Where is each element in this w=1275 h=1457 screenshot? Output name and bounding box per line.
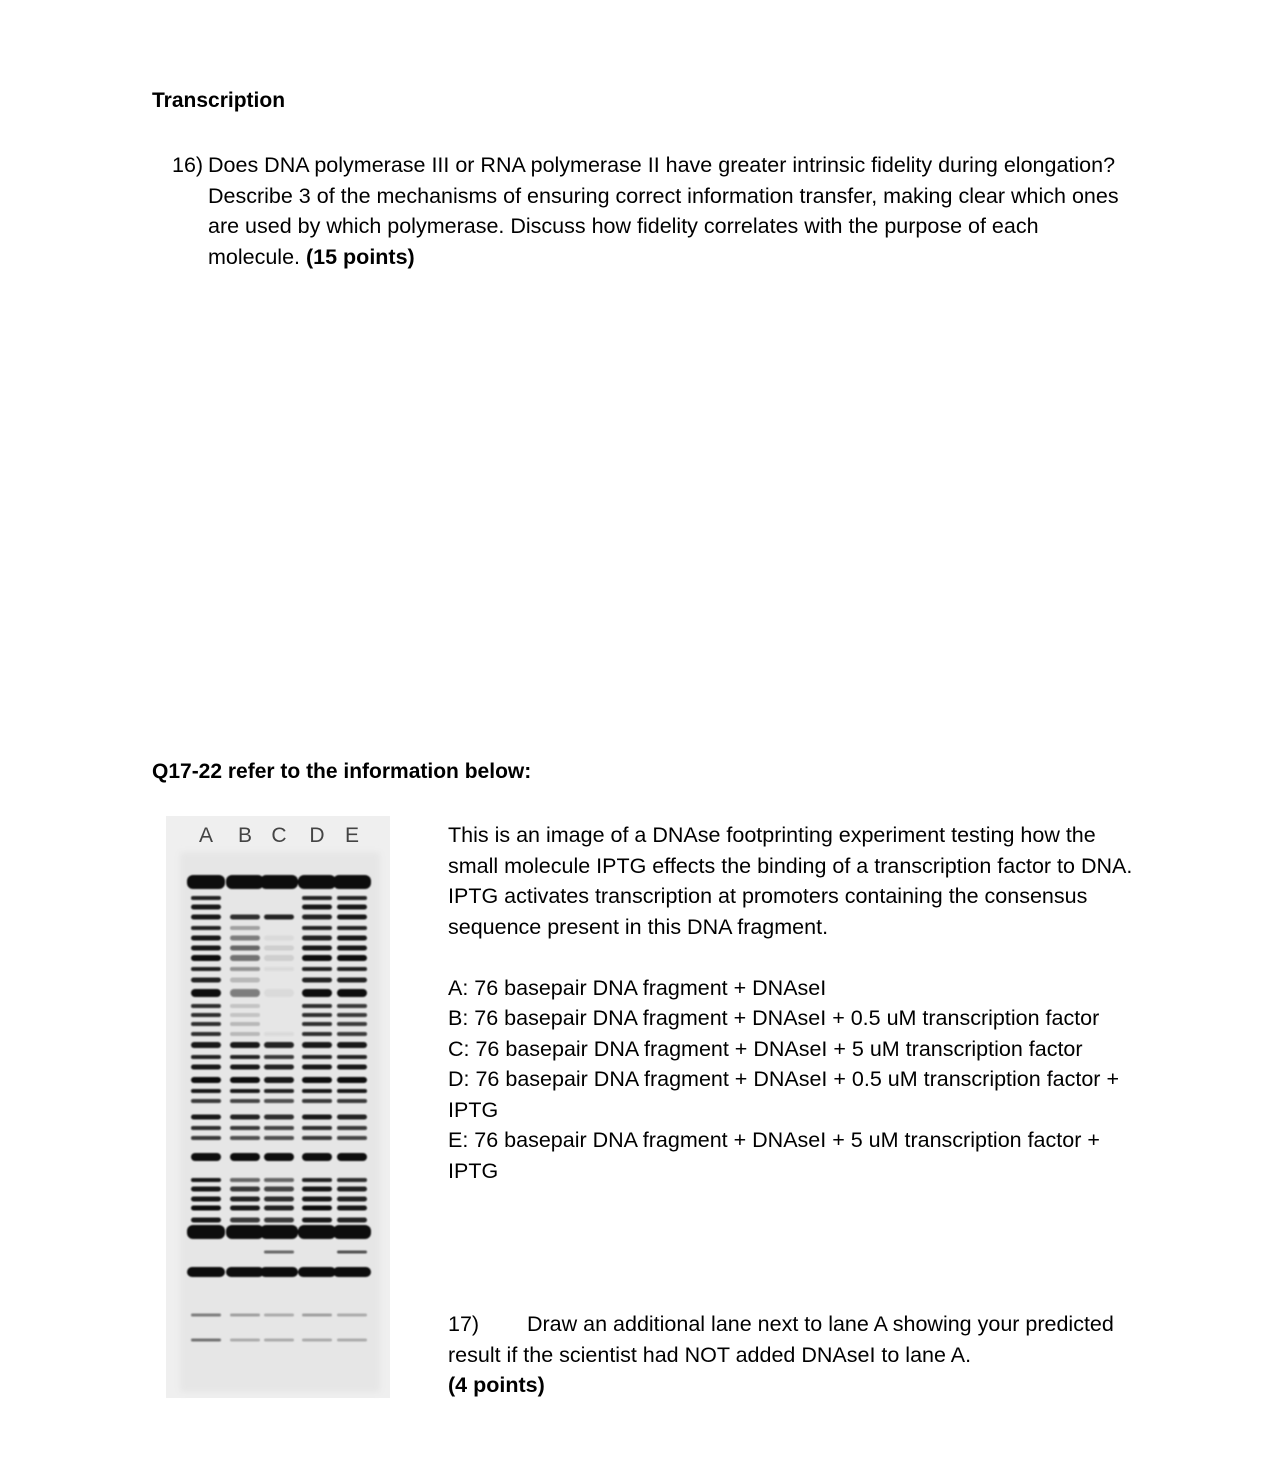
lane-description-e: E: 76 basepair DNA fragment + DNAseI + 5 uM transcription factor + IPTG xyxy=(448,1128,1100,1183)
gel-band xyxy=(264,1314,294,1317)
gel-band xyxy=(230,1013,260,1017)
gel-band xyxy=(337,989,367,997)
gel-band xyxy=(302,946,332,951)
gel-band xyxy=(191,1022,221,1026)
gel-lane-area xyxy=(180,852,380,1392)
gel-band xyxy=(337,896,367,900)
lane-description-c: C: 76 basepair DNA fragment + DNAseI + 5 uM transcription factor xyxy=(448,1036,1083,1061)
q17-22-heading: Q17-22 refer to the information below: xyxy=(152,760,532,783)
gel-band xyxy=(191,1013,221,1017)
gel-band xyxy=(337,1206,367,1211)
gel-band xyxy=(187,875,225,889)
gel-image xyxy=(160,812,396,1402)
gel-band xyxy=(230,1339,260,1342)
gel-band xyxy=(337,905,367,910)
gel-band xyxy=(230,926,260,930)
gel-band xyxy=(337,926,367,930)
gel-lane-label-a: A xyxy=(198,824,214,847)
gel-band xyxy=(230,936,260,941)
gel-band xyxy=(230,1004,260,1008)
gel-band xyxy=(230,1197,260,1202)
gel-band xyxy=(264,1178,294,1182)
gel-band xyxy=(191,1077,221,1083)
gel-band xyxy=(191,1178,221,1182)
gel-band xyxy=(191,1218,221,1223)
gel-band xyxy=(264,936,294,941)
gel-band xyxy=(260,1267,298,1277)
gel-band xyxy=(264,946,294,951)
gel-band xyxy=(302,1136,332,1140)
gel-band xyxy=(302,1042,332,1048)
gel-band xyxy=(191,955,221,961)
question-16-points: (15 points) xyxy=(306,244,415,269)
gel-band xyxy=(264,1153,294,1161)
gel-band xyxy=(187,1267,225,1277)
gel-band xyxy=(191,946,221,951)
gel-band xyxy=(302,978,332,983)
gel-band xyxy=(230,946,260,951)
question-17-number: 17) xyxy=(448,1312,480,1336)
gel-band xyxy=(337,1065,367,1070)
gel-band xyxy=(191,1042,221,1048)
gel-band xyxy=(264,989,294,997)
gel-band xyxy=(230,955,260,961)
gel-band xyxy=(302,1197,332,1202)
gel-band xyxy=(337,1099,367,1103)
gel-band xyxy=(337,1032,367,1036)
gel-band xyxy=(230,1055,260,1059)
gel-band xyxy=(337,1089,367,1093)
gel-band xyxy=(191,1004,221,1008)
gel-band xyxy=(191,1089,221,1093)
gel-band xyxy=(337,1153,367,1161)
gel-band xyxy=(264,1206,294,1211)
gel-band xyxy=(264,1251,294,1254)
gel-band xyxy=(260,875,298,889)
gel-band xyxy=(302,1153,332,1161)
gel-band xyxy=(260,1225,298,1239)
gel-band xyxy=(337,1055,367,1059)
gel-band xyxy=(302,1126,332,1130)
gel-band xyxy=(230,1206,260,1211)
gel-band xyxy=(337,1314,367,1317)
gel-band xyxy=(264,1077,294,1083)
gel-band xyxy=(302,1314,332,1317)
gel-band xyxy=(230,1126,260,1130)
gel-band xyxy=(337,978,367,983)
gel-lane-label-e: E xyxy=(344,824,360,847)
gel-band xyxy=(264,1218,294,1223)
gel-band xyxy=(337,1115,367,1120)
gel-band xyxy=(191,1314,221,1317)
gel-band xyxy=(191,1065,221,1070)
gel-band xyxy=(191,978,221,983)
gel-band xyxy=(230,1218,260,1223)
gel-band xyxy=(191,926,221,930)
gel-band xyxy=(337,955,367,961)
gel-band xyxy=(302,967,332,971)
gel-band xyxy=(191,915,221,920)
gel-band xyxy=(264,1065,294,1070)
gel-band xyxy=(191,1115,221,1120)
gel-band xyxy=(302,989,332,997)
gel-band xyxy=(302,1055,332,1059)
gel-band xyxy=(230,967,260,971)
gel-band xyxy=(302,1178,332,1182)
gel-band xyxy=(302,1218,332,1223)
gel-band xyxy=(337,1126,367,1130)
gel-band xyxy=(230,1065,260,1070)
gel-band xyxy=(333,1267,371,1277)
gel-band xyxy=(337,1022,367,1026)
gel-band xyxy=(226,1225,264,1239)
gel-lane-label-b: B xyxy=(237,824,253,847)
question-16-text: Does DNA polymerase III or RNA polymerase II have greater intrinsic fidelity during elongation? Describe 3 of the mechanisms of ensuring correct information transfer, making clear which ones are used by which polymerase. Discuss how fidelity correlates with the purpose of each molecule. xyxy=(208,153,1119,269)
gel-band xyxy=(337,1013,367,1017)
gel-band xyxy=(337,915,367,920)
gel-band xyxy=(230,1115,260,1120)
gel-band xyxy=(302,955,332,961)
lane-description-b: B: 76 basepair DNA fragment + DNAseI + 0.5 uM transcription factor xyxy=(448,1006,1100,1030)
gel-band xyxy=(302,1022,332,1026)
gel-band xyxy=(298,1225,336,1239)
question-17 xyxy=(448,1309,1148,1401)
gel-band xyxy=(264,1187,294,1192)
gel-band xyxy=(226,1267,264,1277)
gel-lane-label-c: C xyxy=(271,824,287,847)
gel-band xyxy=(337,967,367,971)
gel-band xyxy=(191,1099,221,1103)
gel-band xyxy=(264,1126,294,1130)
gel-band xyxy=(298,875,336,889)
gel-lane-label-d: D xyxy=(309,824,325,847)
gel-band xyxy=(337,1077,367,1083)
gel-band xyxy=(298,1267,336,1277)
gel-band xyxy=(337,1218,367,1223)
gel-band xyxy=(337,1197,367,1202)
gel-band xyxy=(302,1077,332,1083)
gel-band xyxy=(191,1136,221,1140)
gel-band xyxy=(337,1187,367,1192)
gel-band xyxy=(191,1055,221,1059)
gel-band xyxy=(264,915,294,920)
gel-band xyxy=(337,1042,367,1048)
gel-band xyxy=(264,1089,294,1093)
gel-band xyxy=(230,1077,260,1083)
gel-band xyxy=(264,1339,294,1342)
gel-band xyxy=(302,1004,332,1008)
gel-band xyxy=(302,1099,332,1103)
experiment-intro: This is an image of a DNAse footprinting experiment testing how the small molecule IPTG effects the binding of a transcription factor to DNA. IPTG activates transcription at promoters containing the consensus sequence present in this DNA fragment. xyxy=(448,823,1133,939)
gel-band xyxy=(337,1136,367,1140)
gel-band xyxy=(230,978,260,983)
gel-band xyxy=(302,1339,332,1342)
gel-band xyxy=(337,1004,367,1008)
gel-band xyxy=(191,1206,221,1211)
gel-band xyxy=(191,1032,221,1036)
gel-band xyxy=(191,1339,221,1342)
gel-band xyxy=(337,1178,367,1182)
gel-band xyxy=(230,989,260,997)
gel-band xyxy=(337,1251,367,1254)
gel-band xyxy=(264,1115,294,1120)
gel-band xyxy=(302,926,332,930)
question-16-number: 16) xyxy=(172,153,204,177)
gel-band xyxy=(264,1055,294,1059)
gel-band xyxy=(302,896,332,900)
gel-band xyxy=(230,1136,260,1140)
gel-band xyxy=(191,905,221,910)
gel-band xyxy=(230,915,260,920)
gel-band xyxy=(191,1126,221,1130)
gel-band xyxy=(333,1225,371,1239)
gel-band xyxy=(226,875,264,889)
gel-band xyxy=(302,905,332,910)
gel-band xyxy=(230,1187,260,1192)
gel-band xyxy=(337,936,367,941)
gel-band xyxy=(302,1115,332,1120)
gel-band xyxy=(337,946,367,951)
gel-band xyxy=(230,1099,260,1103)
gel-band xyxy=(302,1089,332,1093)
gel-band xyxy=(264,1136,294,1140)
gel-band xyxy=(302,1013,332,1017)
gel-band xyxy=(264,1032,294,1036)
gel-band xyxy=(302,1206,332,1211)
gel-band xyxy=(191,989,221,997)
gel-band xyxy=(264,1099,294,1103)
gel-band xyxy=(333,875,371,889)
gel-band xyxy=(191,1153,221,1161)
gel-band xyxy=(302,936,332,941)
question-17-points: (4 points) xyxy=(448,1373,545,1397)
experiment-info xyxy=(448,820,1148,1186)
gel-band xyxy=(187,1225,225,1239)
gel-band xyxy=(230,1089,260,1093)
lane-description-a: A: 76 basepair DNA fragment + DNAseI xyxy=(448,975,827,1000)
gel-band xyxy=(302,1065,332,1070)
gel-band xyxy=(264,1042,294,1048)
section-title: Transcription xyxy=(152,89,286,112)
gel-band xyxy=(230,1042,260,1048)
gel-band xyxy=(230,1314,260,1317)
gel-band xyxy=(302,1187,332,1192)
question-17-text: Draw an additional lane next to lane A showing your predicted result if the scientist had NOT added DNAseI to lane A. xyxy=(448,1312,1114,1367)
gel-band xyxy=(191,896,221,900)
gel-band xyxy=(264,1197,294,1202)
gel-band xyxy=(191,936,221,941)
gel-band xyxy=(337,1339,367,1342)
gel-band xyxy=(191,1197,221,1202)
gel-band xyxy=(302,915,332,920)
gel-band xyxy=(302,1032,332,1036)
gel-band xyxy=(191,1187,221,1192)
question-16 xyxy=(172,150,1132,272)
lane-description-d: D: 76 basepair DNA fragment + DNAseI + 0.5 uM transcription factor + IPTG xyxy=(448,1067,1119,1122)
gel-band xyxy=(264,955,294,961)
gel-band xyxy=(191,967,221,971)
gel-band xyxy=(230,1032,260,1036)
gel-band xyxy=(230,1153,260,1161)
gel-band xyxy=(230,1022,260,1026)
gel-band xyxy=(230,1178,260,1182)
gel-band xyxy=(264,967,294,971)
